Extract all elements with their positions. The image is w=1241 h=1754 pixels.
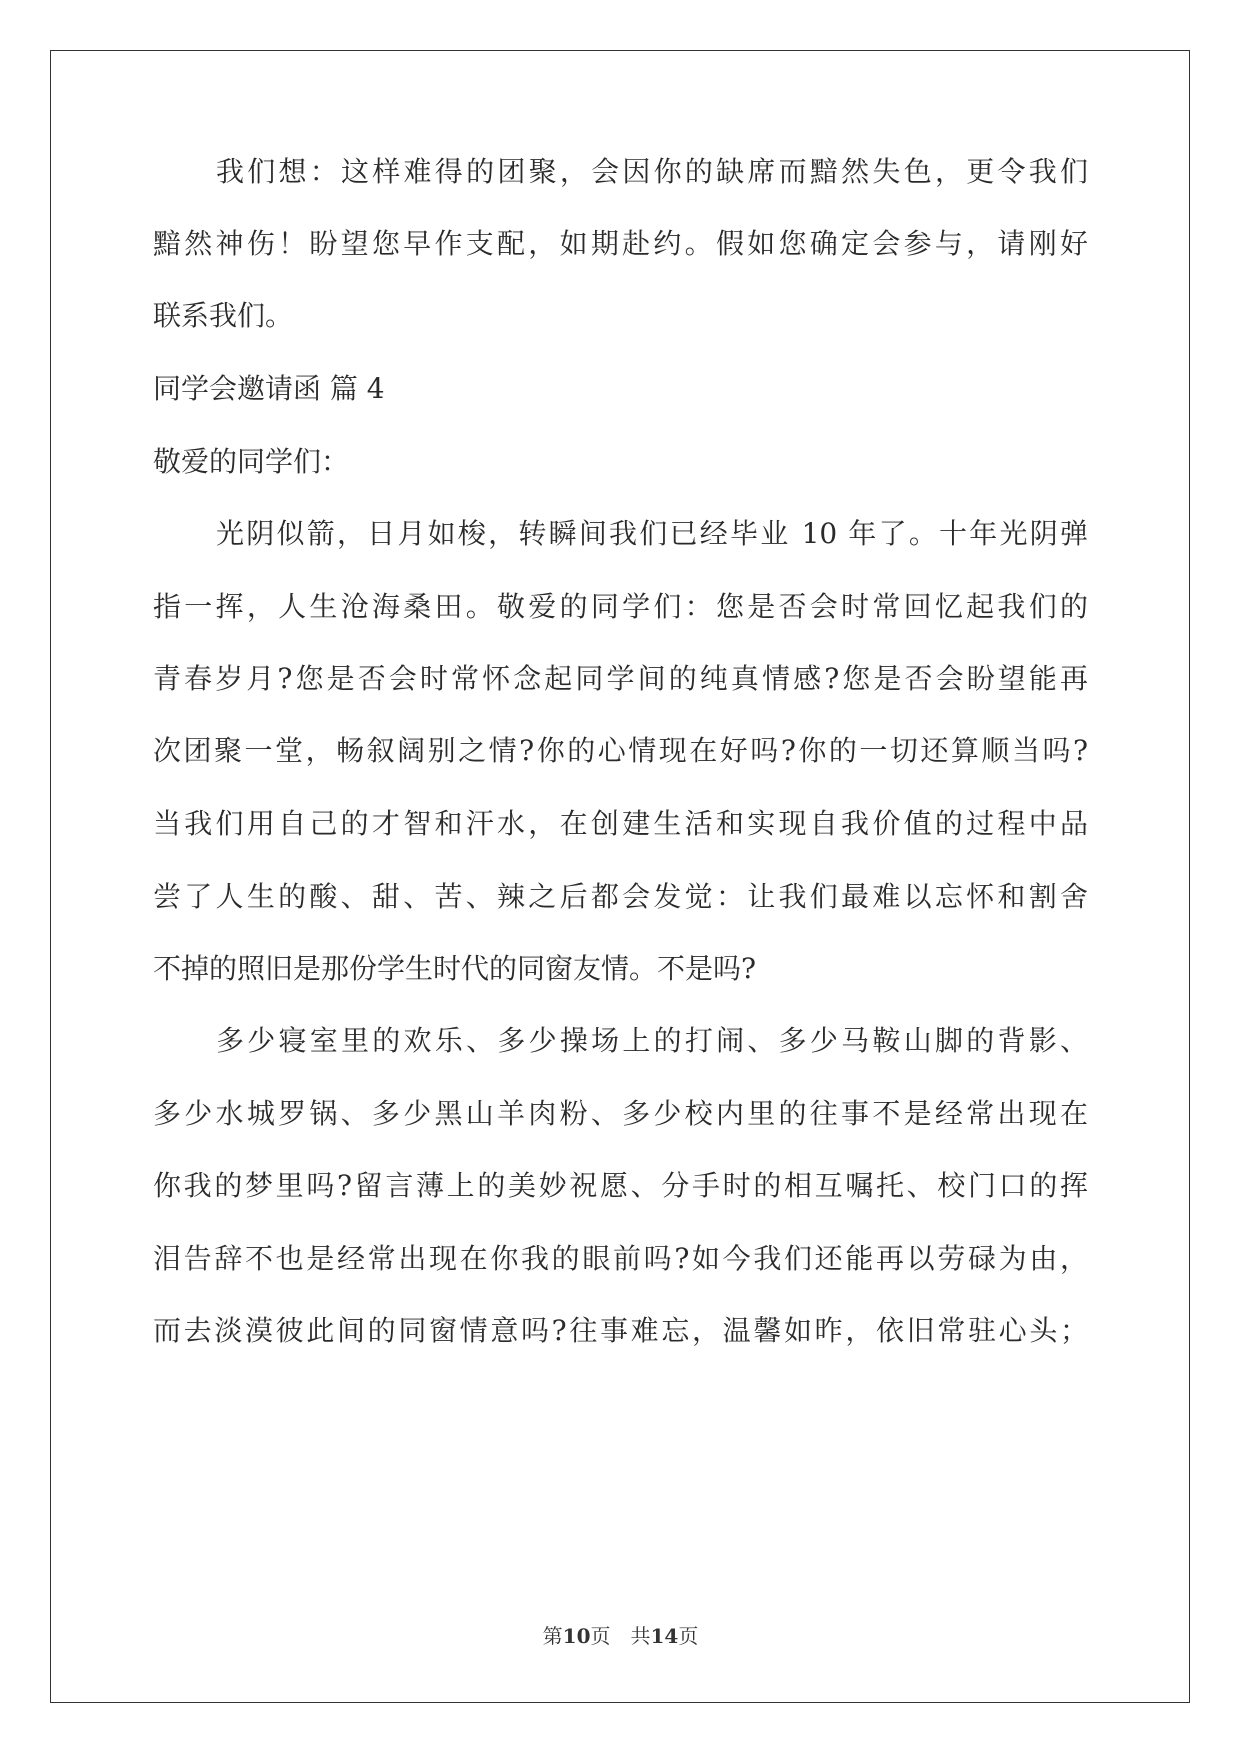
paragraph-line: 你我的梦里吗?留言薄上的美妙祝愿、分手时的相互嘱托、校门口的挥 [153,1169,1088,1202]
paragraph-line: 黯然神伤！盼望您早作支配，如期赴约。假如您确定会参与，请刚好 [153,227,1088,260]
paragraph-line: 不掉的照旧是那份学生时代的同窗友情。不是吗? [153,952,757,985]
paragraph-line: 指一挥，人生沧海桑田。敬爱的同学们：您是否会时常回忆起我们的 [153,590,1088,623]
current-page-number: 10 [562,1624,591,1648]
paragraph-line: 当我们用自己的才智和汗水，在创建生活和实现自我价值的过程中品 [153,807,1088,840]
paragraph-line: 而去淡漠彼此间的同窗情意吗?往事难忘，温馨如昨，依旧常驻心头； [153,1314,1088,1347]
salutation: 敬爱的同学们： [153,445,350,478]
paragraph-line: 尝了人生的酸、甜、苦、辣之后都会发觉：让我们最难以忘怀和割舍 [153,880,1088,913]
footer-suffix: 页 [678,1624,699,1648]
section-heading: 同学会邀请函 篇 4 [153,372,385,405]
paragraph-line: 联系我们。 [153,299,294,332]
paragraph-line: 光阴似箭，日月如梭，转瞬间我们已经毕业 10 年了。十年光阴弹 [216,517,1088,550]
footer-prefix: 第 [542,1624,563,1648]
footer-middle: 页 共 [590,1624,651,1648]
paragraph-line: 次团聚一堂，畅叙阔别之情?你的心情现在好吗?你的一切还算顺当吗? [153,734,1088,767]
paragraph-line: 我们想：这样难得的团聚，会因你的缺席而黯然失色，更令我们 [216,155,1088,188]
paragraph-line: 青春岁月?您是否会时常怀念起同学间的纯真情感?您是否会盼望能再 [153,662,1088,695]
page-footer [0,1620,1241,1649]
paragraph-line: 多少水城罗锅、多少黑山羊肉粉、多少校内里的往事不是经常出现在 [153,1097,1088,1130]
paragraph-line: 多少寝室里的欢乐、多少操场上的打闹、多少马鞍山脚的背影、 [216,1024,1088,1057]
total-page-number: 14 [650,1624,679,1648]
paragraph-line: 泪告辞不也是经常出现在你我的眼前吗?如今我们还能再以劳碌为由， [153,1242,1088,1275]
